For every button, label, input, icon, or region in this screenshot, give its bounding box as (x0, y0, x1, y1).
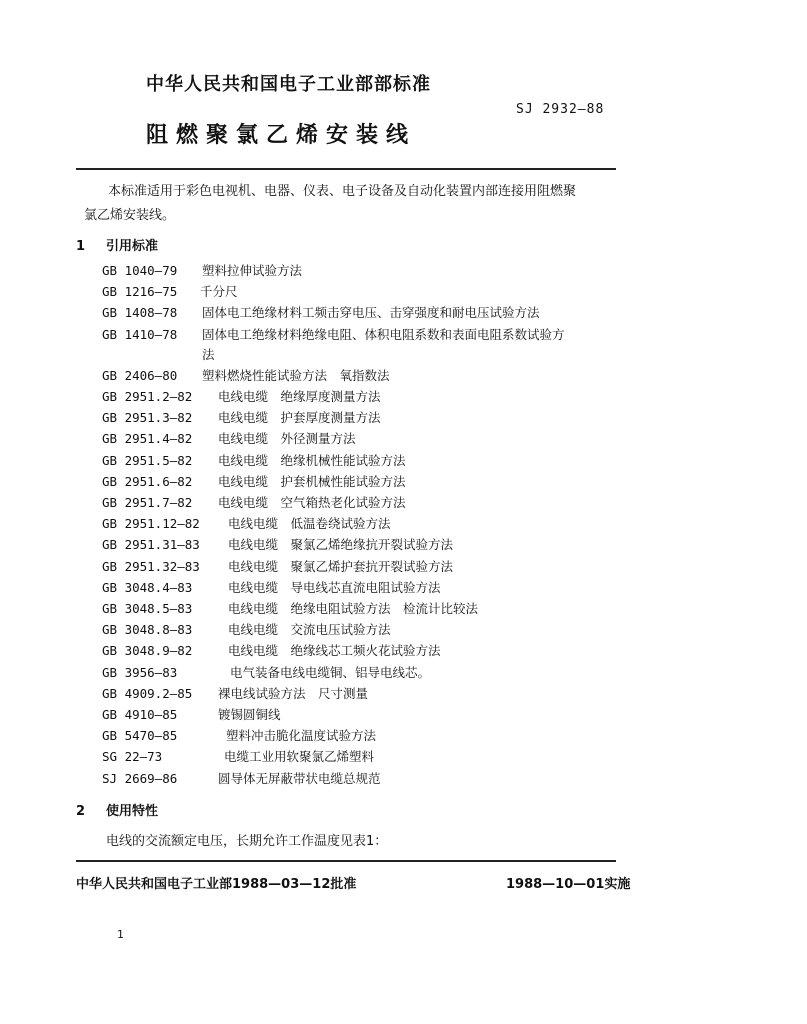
section-title: 使用特性 (106, 804, 159, 819)
section-number: 2 (76, 804, 86, 819)
reference-title: 固体电工绝缘材料工频击穿电压、击穿强度和耐电压试验方法 (202, 305, 540, 321)
reference-item (102, 409, 381, 427)
reference-item (102, 642, 441, 660)
reference-title: 电线电缆 绝缘厚度测量方法 (218, 389, 381, 404)
reference-title: 塑料拉伸试验方法 (202, 263, 303, 278)
reference-item (102, 388, 381, 406)
reference-title: 裸电线试验方法 尺寸测量 (218, 685, 369, 701)
intro-line-1: 本标准适用于彩色电视机、电器、仪表、电子设备及自动化装置内部连接用阻燃聚 (108, 184, 577, 199)
reference-item (102, 326, 565, 362)
reference-code: GB 1040—79 (102, 263, 178, 278)
reference-item (102, 536, 454, 554)
reference-title: 塑料冲击脆化温度试验方法 (226, 728, 377, 744)
reference-code: SG 22—73 (102, 749, 163, 765)
reference-code: GB 3048.8—83 (102, 622, 193, 638)
reference-title: 电线电缆 低温卷绕试验方法 (228, 516, 391, 532)
section-number: 1 (76, 239, 86, 254)
reference-item (102, 304, 540, 322)
reference-title: 塑料燃烧性能试验方法 氧指数法 (202, 367, 390, 383)
header-rule (76, 168, 616, 170)
reference-item (102, 706, 281, 724)
reference-item (102, 367, 390, 385)
page-number: 1 (117, 928, 124, 941)
standard-code: SJ 2932—88 (516, 102, 605, 117)
reference-code: GB 1216—75 (102, 284, 178, 300)
reference-title: 电线电缆 绝缘机械性能试验方法 (218, 452, 406, 468)
reference-code: GB 2951.6—82 (102, 473, 193, 489)
ministry-heading: 中华人民共和国电子工业部部标准 (146, 74, 431, 95)
reference-code: GB 1408—78 (102, 305, 178, 321)
reference-code: SJ 2669—86 (102, 770, 178, 786)
reference-item (102, 579, 441, 597)
reference-item (102, 621, 391, 639)
reference-item (102, 452, 406, 470)
reference-title: 电线电缆 绝缘电阻试验方法 检流计比较法 (228, 601, 479, 616)
reference-code: GB 3956—83 (102, 664, 178, 680)
reference-item (102, 600, 479, 618)
reference-code: GB 4910—85 (102, 707, 178, 722)
reference-code: GB 2951.32—83 (102, 558, 200, 574)
reference-title: 电线电缆 聚氯乙烯绝缘抗开裂试验方法 (228, 537, 454, 553)
reference-code: GB 2951.3—82 (102, 410, 193, 426)
reference-code: GB 2951.7—82 (102, 495, 193, 510)
reference-code: GB 1410—78 (102, 326, 178, 342)
implementation-date: 1988—10—01实施 (506, 877, 631, 892)
section-2-heading (76, 800, 158, 819)
reference-title: 电线电缆 聚氯乙烯护套抗开裂试验方法 (228, 558, 454, 574)
intro-paragraph (84, 180, 614, 228)
reference-item (102, 515, 391, 533)
reference-title: 电线电缆 导电线芯直流电阻试验方法 (228, 579, 441, 595)
document-title: 阻燃聚氯乙烯安装线 (146, 123, 417, 148)
reference-item (102, 770, 381, 788)
reference-title-continued: 法 (202, 346, 215, 362)
reference-code: GB 2406—80 (102, 367, 178, 383)
section-1-heading (76, 235, 158, 254)
reference-item (102, 558, 454, 576)
reference-title: 电线电缆 护套厚度测量方法 (218, 410, 381, 426)
reference-code: GB 2951.2—82 (102, 389, 193, 404)
reference-item (102, 727, 377, 745)
reference-title: 电线电缆 绝缘线芯工频火花试验方法 (228, 643, 441, 659)
reference-title: 电气装备电线电缆铜、铝导电线芯。 (230, 664, 431, 680)
reference-item (102, 664, 431, 682)
approval-line: 中华人民共和国电子工业部1988—03—12批准 (76, 877, 357, 892)
reference-title: 电线电缆 护套机械性能试验方法 (218, 473, 406, 489)
reference-item (102, 430, 356, 448)
reference-title: 千分尺 (200, 284, 238, 300)
reference-code: GB 2951.4—82 (102, 431, 193, 447)
reference-item (102, 283, 238, 301)
reference-code: GB 2951.5—82 (102, 452, 193, 468)
body-paragraph: 电线的交流额定电压，长期允许工作温度见表1： (106, 834, 388, 849)
reference-item (102, 262, 303, 280)
section-title: 引用标准 (106, 239, 159, 254)
reference-item (102, 748, 375, 766)
reference-code: GB 3048.9—82 (102, 643, 193, 659)
reference-code: GB 2951.31—83 (102, 537, 200, 553)
reference-item (102, 685, 369, 703)
reference-code: GB 3048.5—83 (102, 601, 193, 616)
reference-code: GB 4909.2—85 (102, 685, 193, 701)
reference-title: 电线电缆 外径测量方法 (218, 431, 356, 447)
intro-line-2: 氯乙烯安装线。 (84, 208, 176, 223)
reference-code: GB 2951.12—82 (102, 516, 200, 532)
reference-item (102, 473, 406, 491)
reference-title: 电线电缆 空气箱热老化试验方法 (218, 495, 406, 510)
reference-title: 圆导体无屏蔽带状电缆总规范 (218, 770, 381, 786)
reference-title: 固体电工绝缘材料绝缘电阻、体积电阻系数和表面电阻系数试验方 (202, 326, 565, 342)
reference-item (102, 494, 406, 512)
reference-title: 电缆工业用软聚氯乙烯塑料 (224, 749, 375, 765)
reference-code: GB 3048.4—83 (102, 579, 193, 595)
reference-title: 镀锡圆铜线 (218, 707, 281, 722)
reference-code: GB 5470—85 (102, 728, 178, 744)
footer-rule (76, 860, 616, 862)
reference-title: 电线电缆 交流电压试验方法 (228, 622, 391, 638)
